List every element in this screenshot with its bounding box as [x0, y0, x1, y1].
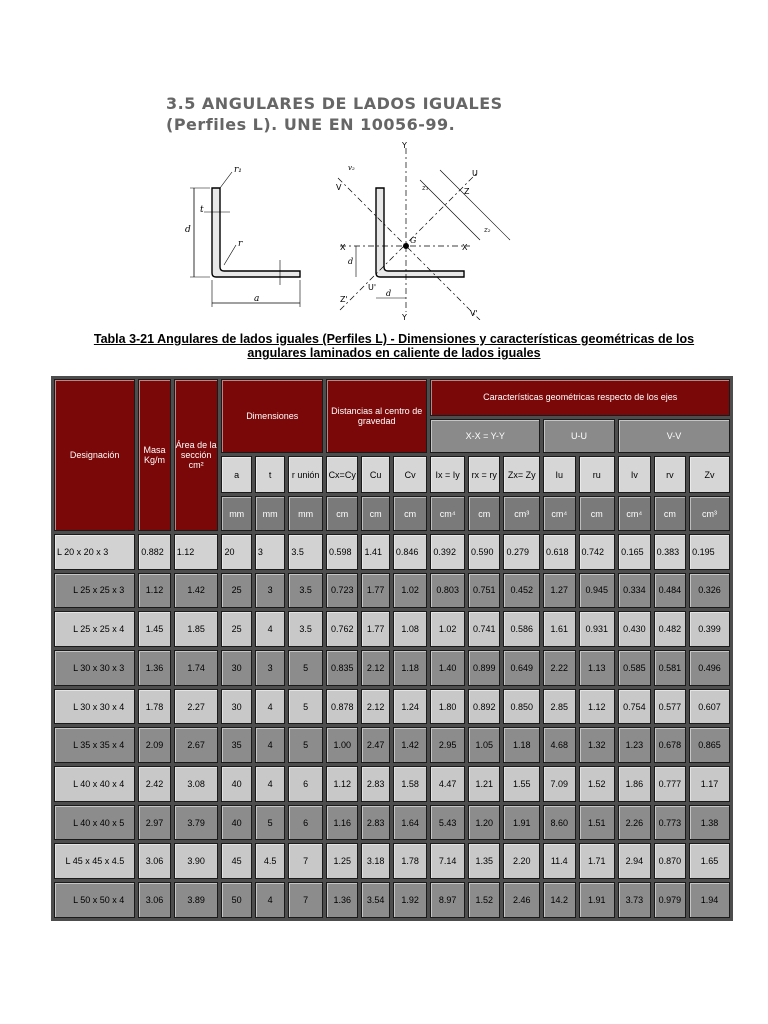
value-cell: 0.751	[468, 573, 501, 609]
value-cell: 4.47	[430, 766, 465, 802]
value-cell: 4.5	[255, 843, 285, 879]
value-cell: 35	[221, 727, 251, 763]
value-cell: 0.649	[503, 650, 540, 686]
value-cell: 6	[288, 805, 323, 841]
value-cell: 2.83	[361, 805, 389, 841]
value-cell: 0.945	[579, 573, 616, 609]
table-row	[54, 727, 730, 763]
value-cell: 4	[255, 727, 285, 763]
value-cell: 1.05	[468, 727, 501, 763]
value-cell: 1.24	[393, 689, 428, 725]
unit-cell: cm	[654, 496, 687, 531]
label-z2: z₂	[484, 226, 491, 234]
label-r1: r₁	[234, 165, 242, 175]
table-row	[54, 611, 730, 647]
label-u: U	[472, 169, 478, 178]
column-header: Zx= Zy	[503, 456, 540, 493]
value-cell: 1.77	[361, 573, 389, 609]
table-caption	[60, 332, 728, 360]
label-d-bottom: d	[386, 289, 392, 298]
unit-cell: mm	[288, 496, 323, 531]
value-cell: 40	[221, 766, 251, 802]
unit-cell: mm	[221, 496, 251, 531]
designation-cell: L 40 x 40 x 4	[54, 766, 135, 802]
value-cell: 3.5	[288, 611, 323, 647]
value-cell: 2.95	[430, 727, 465, 763]
designation-cell: L 30 x 30 x 4	[54, 689, 135, 725]
value-cell: 1.51	[579, 805, 616, 841]
value-cell: 0.585	[618, 650, 651, 686]
value-cell: 1.12	[326, 766, 359, 802]
value-cell: 0.846	[393, 534, 428, 570]
value-cell: 2.46	[503, 882, 540, 918]
value-cell: 2.85	[543, 689, 576, 725]
value-cell: 30	[221, 689, 251, 725]
value-cell: 0.723	[326, 573, 359, 609]
value-cell: 2.94	[618, 843, 651, 879]
value-cell: 0.383	[654, 534, 687, 570]
value-cell: 0.607	[689, 689, 730, 725]
column-header: Ix = Iy	[430, 456, 465, 493]
table-row	[54, 843, 730, 879]
value-cell: 1.23	[618, 727, 651, 763]
value-cell: 3	[255, 534, 285, 570]
value-cell: 0.586	[503, 611, 540, 647]
unit-cell: cm⁴	[618, 496, 651, 531]
designation-cell: L 20 x 20 x 3	[54, 534, 135, 570]
value-cell: 3	[255, 650, 285, 686]
value-cell: 2.22	[543, 650, 576, 686]
value-cell: 1.17	[689, 766, 730, 802]
designation-cell: L 30 x 30 x 3	[54, 650, 135, 686]
value-cell: 2.42	[138, 766, 171, 802]
value-cell: 1.12	[174, 534, 219, 570]
value-cell: 0.850	[503, 689, 540, 725]
header-xx: X-X = Y-Y	[430, 419, 540, 454]
header-vv: V-V	[618, 419, 730, 454]
title-line-1: 3.5 ANGULARES DE LADOS IGUALES	[166, 94, 503, 113]
value-cell: 4.68	[543, 727, 576, 763]
value-cell: 1.85	[174, 611, 219, 647]
unit-cell: cm⁴	[543, 496, 576, 531]
value-cell: 0.773	[654, 805, 687, 841]
value-cell: 0.899	[468, 650, 501, 686]
value-cell: 6	[288, 766, 323, 802]
value-cell: 0.165	[618, 534, 651, 570]
table-row	[54, 650, 730, 686]
value-cell: 0.878	[326, 689, 359, 725]
column-header: Iu	[543, 456, 576, 493]
column-header: a	[221, 456, 251, 493]
value-cell: 1.91	[503, 805, 540, 841]
value-cell: 0.484	[654, 573, 687, 609]
value-cell: 1.91	[579, 882, 616, 918]
value-cell: 2.47	[361, 727, 389, 763]
unit-cell: cm	[393, 496, 428, 531]
value-cell: 0.618	[543, 534, 576, 570]
value-cell: 8.60	[543, 805, 576, 841]
value-cell: 0.892	[468, 689, 501, 725]
value-cell: 50	[221, 882, 251, 918]
value-cell: 5	[288, 689, 323, 725]
angle-profile-diagrams	[180, 140, 520, 320]
label-z1: z₁	[422, 184, 429, 192]
value-cell: 7	[288, 843, 323, 879]
value-cell: 0.870	[654, 843, 687, 879]
value-cell: 2.12	[361, 689, 389, 725]
value-cell: 0.598	[326, 534, 359, 570]
value-cell: 2.12	[361, 650, 389, 686]
value-cell: 1.65	[689, 843, 730, 879]
value-cell: 0.762	[326, 611, 359, 647]
page-title	[166, 93, 503, 135]
value-cell: 3.08	[174, 766, 219, 802]
value-cell: 1.00	[326, 727, 359, 763]
left-profile-diagram	[190, 172, 300, 307]
value-cell: 7.14	[430, 843, 465, 879]
value-cell: 45	[221, 843, 251, 879]
label-d-left: d	[348, 257, 354, 266]
table-row	[54, 534, 730, 570]
column-header: r unión	[288, 456, 323, 493]
label-v2: v₂	[348, 164, 355, 172]
value-cell: 1.42	[174, 573, 219, 609]
value-cell: 0.452	[503, 573, 540, 609]
value-cell: 14.2	[543, 882, 576, 918]
value-cell: 5	[288, 650, 323, 686]
table-row	[54, 573, 730, 609]
value-cell: 1.40	[430, 650, 465, 686]
value-cell: 1.77	[361, 611, 389, 647]
value-cell: 5.43	[430, 805, 465, 841]
value-cell: 1.52	[468, 882, 501, 918]
right-profile-diagram	[338, 148, 510, 320]
table-row	[54, 882, 730, 918]
value-cell: 4	[255, 766, 285, 802]
value-cell: 1.25	[326, 843, 359, 879]
value-cell: 1.21	[468, 766, 501, 802]
value-cell: 1.20	[468, 805, 501, 841]
unit-cell: cm³	[503, 496, 540, 531]
value-cell: 1.64	[393, 805, 428, 841]
value-cell: 2.83	[361, 766, 389, 802]
value-cell: 25	[221, 611, 251, 647]
value-cell: 0.496	[689, 650, 730, 686]
value-cell: 11.4	[543, 843, 576, 879]
caption-line-1: Tabla 3-21 Angulares de lados iguales (Perfiles L) - Dimensiones y características geométricas de los	[93, 332, 695, 346]
value-cell: 1.02	[430, 611, 465, 647]
value-cell: 0.865	[689, 727, 730, 763]
value-cell: 1.78	[138, 689, 171, 725]
designation-cell: L 25 x 25 x 4	[54, 611, 135, 647]
value-cell: 3.90	[174, 843, 219, 879]
title-line-2: (Perfiles L). UNE EN 10056-99.	[166, 115, 456, 134]
value-cell: 1.18	[503, 727, 540, 763]
properties-table	[51, 376, 733, 921]
value-cell: 2.26	[618, 805, 651, 841]
value-cell: 1.92	[393, 882, 428, 918]
value-cell: 1.32	[579, 727, 616, 763]
value-cell: 0.399	[689, 611, 730, 647]
header-distancias: Distancias al centro de gravedad	[326, 379, 427, 453]
value-cell: 1.42	[393, 727, 428, 763]
designation-cell: L 35 x 35 x 4	[54, 727, 135, 763]
value-cell: 1.55	[503, 766, 540, 802]
column-header: Cx=Cy	[326, 456, 359, 493]
value-cell: 1.36	[326, 882, 359, 918]
value-cell: 1.74	[174, 650, 219, 686]
value-cell: 0.777	[654, 766, 687, 802]
column-header: Cu	[361, 456, 389, 493]
value-cell: 1.12	[579, 689, 616, 725]
value-cell: 2.27	[174, 689, 219, 725]
value-cell: 40	[221, 805, 251, 841]
value-cell: 2.97	[138, 805, 171, 841]
value-cell: 4	[255, 882, 285, 918]
value-cell: 1.38	[689, 805, 730, 841]
value-cell: 1.36	[138, 650, 171, 686]
value-cell: 3.73	[618, 882, 651, 918]
value-cell: 2.20	[503, 843, 540, 879]
value-cell: 1.35	[468, 843, 501, 879]
value-cell: 4	[255, 611, 285, 647]
column-header: Iv	[618, 456, 651, 493]
value-cell: 0.326	[689, 573, 730, 609]
header-designacion: Designación	[54, 379, 135, 531]
unit-cell: cm³	[689, 496, 730, 531]
value-cell: 0.581	[654, 650, 687, 686]
designation-cell: L 50 x 50 x 4	[54, 882, 135, 918]
value-cell: 2.09	[138, 727, 171, 763]
label-v: V	[336, 183, 342, 192]
table-row	[54, 689, 730, 725]
value-cell: 1.16	[326, 805, 359, 841]
column-header: rx = ry	[468, 456, 501, 493]
label-x-left: X	[340, 243, 346, 252]
value-cell: 3.5	[288, 573, 323, 609]
value-cell: 1.86	[618, 766, 651, 802]
label-z-prime: Z'	[340, 295, 348, 304]
table-row	[54, 805, 730, 841]
value-cell: 1.13	[579, 650, 616, 686]
value-cell: 3.89	[174, 882, 219, 918]
value-cell: 1.02	[393, 573, 428, 609]
value-cell: 3.54	[361, 882, 389, 918]
value-cell: 0.577	[654, 689, 687, 725]
value-cell: 1.58	[393, 766, 428, 802]
value-cell: 4	[255, 689, 285, 725]
value-cell: 0.590	[468, 534, 501, 570]
unit-cell: cm	[579, 496, 616, 531]
column-header: t	[255, 456, 285, 493]
value-cell: 20	[221, 534, 251, 570]
value-cell: 0.678	[654, 727, 687, 763]
value-cell: 3.79	[174, 805, 219, 841]
label-v-prime: V'	[470, 309, 478, 318]
unit-cell: cm	[326, 496, 359, 531]
value-cell: 7	[288, 882, 323, 918]
value-cell: 1.80	[430, 689, 465, 725]
value-cell: 1.08	[393, 611, 428, 647]
value-cell: 3.06	[138, 882, 171, 918]
header-caracteristicas: Características geométricas respecto de los ejes	[430, 379, 730, 416]
column-header: Cv	[393, 456, 428, 493]
label-u-prime: U'	[368, 283, 377, 292]
value-cell: 0.741	[468, 611, 501, 647]
value-cell: 0.803	[430, 573, 465, 609]
designation-cell: L 45 x 45 x 4.5	[54, 843, 135, 879]
value-cell: 0.195	[689, 534, 730, 570]
value-cell: 0.742	[579, 534, 616, 570]
label-r: r	[238, 239, 243, 249]
value-cell: 0.430	[618, 611, 651, 647]
value-cell: 1.12	[138, 573, 171, 609]
value-cell: 25	[221, 573, 251, 609]
column-header: ru	[579, 456, 616, 493]
unit-cell: cm	[468, 496, 501, 531]
value-cell: 1.45	[138, 611, 171, 647]
column-header: rv	[654, 456, 687, 493]
value-cell: 0.835	[326, 650, 359, 686]
value-cell: 1.52	[579, 766, 616, 802]
label-d: d	[185, 225, 191, 235]
value-cell: 30	[221, 650, 251, 686]
properties-table-frame	[51, 376, 733, 921]
table-row	[54, 766, 730, 802]
value-cell: 1.71	[579, 843, 616, 879]
label-g: G	[410, 236, 417, 245]
label-z: Z	[464, 187, 470, 196]
label-x-right: X	[462, 243, 468, 252]
value-cell: 3.06	[138, 843, 171, 879]
value-cell: 0.931	[579, 611, 616, 647]
value-cell: 5	[288, 727, 323, 763]
value-cell: 0.754	[618, 689, 651, 725]
header-masa: Masa Kg/m	[138, 379, 171, 531]
value-cell: 1.94	[689, 882, 730, 918]
value-cell: 1.18	[393, 650, 428, 686]
designation-cell: L 25 x 25 x 3	[54, 573, 135, 609]
label-y-top: Y	[402, 141, 407, 150]
value-cell: 1.78	[393, 843, 428, 879]
value-cell: 3.5	[288, 534, 323, 570]
value-cell: 0.882	[138, 534, 171, 570]
value-cell: 3	[255, 573, 285, 609]
header-dimensiones: Dimensiones	[221, 379, 323, 453]
value-cell: 0.334	[618, 573, 651, 609]
value-cell: 0.482	[654, 611, 687, 647]
unit-cell: cm⁴	[430, 496, 465, 531]
value-cell: 0.392	[430, 534, 465, 570]
caption-line-2: angulares laminados en caliente de lados iguales	[247, 346, 541, 360]
value-cell: 1.61	[543, 611, 576, 647]
value-cell: 1.27	[543, 573, 576, 609]
label-a: a	[254, 294, 260, 304]
column-header: Zv	[689, 456, 730, 493]
header-area: Área de la sección cm²	[174, 379, 219, 531]
value-cell: 3.18	[361, 843, 389, 879]
value-cell: 1.41	[361, 534, 389, 570]
value-cell: 0.279	[503, 534, 540, 570]
label-y-bottom: Y	[402, 313, 407, 320]
value-cell: 2.67	[174, 727, 219, 763]
label-t: t	[200, 205, 204, 215]
header-uu: U-U	[543, 419, 615, 454]
designation-cell: L 40 x 40 x 5	[54, 805, 135, 841]
value-cell: 0.979	[654, 882, 687, 918]
value-cell: 7.09	[543, 766, 576, 802]
unit-cell: mm	[255, 496, 285, 531]
value-cell: 5	[255, 805, 285, 841]
unit-cell: cm	[361, 496, 389, 531]
value-cell: 8.97	[430, 882, 465, 918]
